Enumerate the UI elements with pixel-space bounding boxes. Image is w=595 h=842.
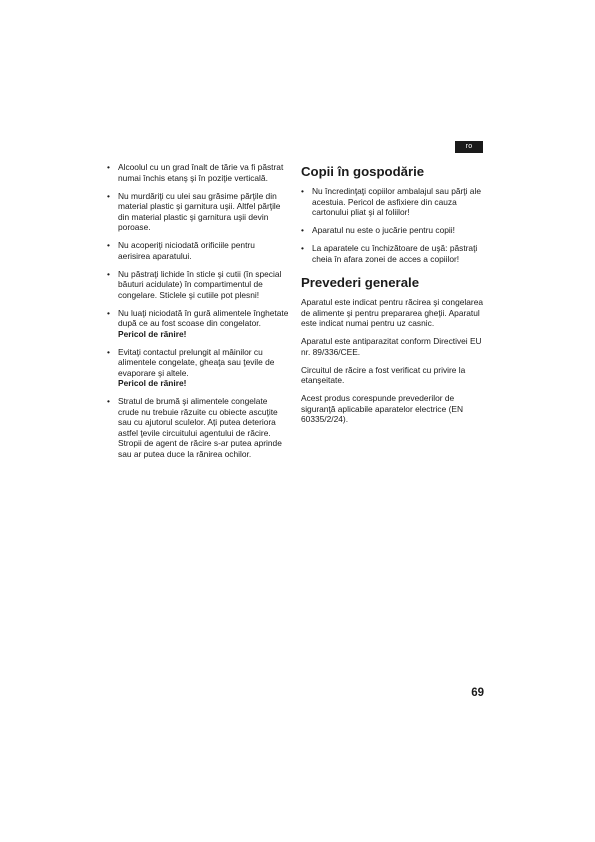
list-item [107,308,289,340]
list-item [107,162,289,183]
paragraph: Acest produs corespunde prevederilor de siguranţă aplicabile aparatelor electrice (EN 60335/2/24). [301,393,463,424]
list-item-text: Aparatul nu este o jucărie pentru copii! [312,225,455,235]
right-column [301,164,484,432]
list-item [107,269,289,301]
language-badge: ro [455,141,483,153]
list-item-text: Nu murdăriţi cu ulei sau grăsime părţile din material plastic şi garnitura uşii. Altfel părţile din material plastic şi garnitura uşii devin poroase. [118,190,281,232]
list-item-text: Alcoolul cu un grad înalt de tărie va fi păstrat numai închis etanş şi în poziţie verticală. [118,162,284,183]
list-item [107,240,289,261]
list-item-text: Nu încredinţaţi copiilor ambalajul sau părţi ale acestuia. Pericol de asfixiere din cauza cartonului pliat şi al foliilor! [312,186,481,217]
injury-warning: Pericol de rănire! [118,328,187,339]
list-item-text: Nu luaţi niciodată în gură alimentele înghetate după ce au fost scoase din congelator. [118,307,289,328]
list-item [107,347,289,389]
section-heading-general: Prevederi generale [301,275,420,290]
paragraph: Aparatul este antiparazitat conform Directivei EU nr. 89/336/CEE. [301,336,482,357]
list-item-text: Nu acoperiţi niciodată orificiile pentru aerisirea aparatului. [118,240,255,261]
left-column [107,162,289,467]
paragraph: Aparatul este indicat pentru răcirea şi congelarea de alimente şi pentru prepararea gheţii. Aparatul este indicat numai pentru uz casnic. [301,297,484,328]
list-item [301,225,484,236]
paragraph: Circuitul de răcire a fost verificat cu privire la etanşeitate. [301,364,466,385]
list-item [107,396,289,459]
list-item-text: Stratul de brumă şi alimentele congelate crude nu trebuie răzuite cu obiecte ascuţite sau cu ajutorul sculelor. Ați putea deteriora astfel ţevile circuitului agentului de răcire. Stropii de agent de răcire s-ar putea aprinde sau ar putea duce la rănirea ochilor. [118,396,282,459]
list-item [301,243,484,264]
list-item-text: Nu păstraţi lichide în sticle şi cutii (în special băuturi acidulate) în compartimentul de congelare. Sticlele şi cutiile pot plesni! [118,268,282,300]
list-item [107,191,289,233]
list-item [301,186,484,218]
list-item-text: La aparatele cu închizătoare de uşă: păstraţi cheia în afara zonei de acces a copiilor! [312,243,478,264]
list-item-text: Evitaţi contactul prelungit al mâinilor cu alimentele congelate, gheaţa sau ţevile de evaporare şi altele. [118,346,275,378]
injury-warning: Pericol de rănire! [118,378,187,388]
safety-bullet-list [107,162,289,459]
page-number: 69 [471,687,484,699]
section-heading-children: Copii în gospodărie [301,164,425,179]
children-bullet-list [301,186,484,264]
